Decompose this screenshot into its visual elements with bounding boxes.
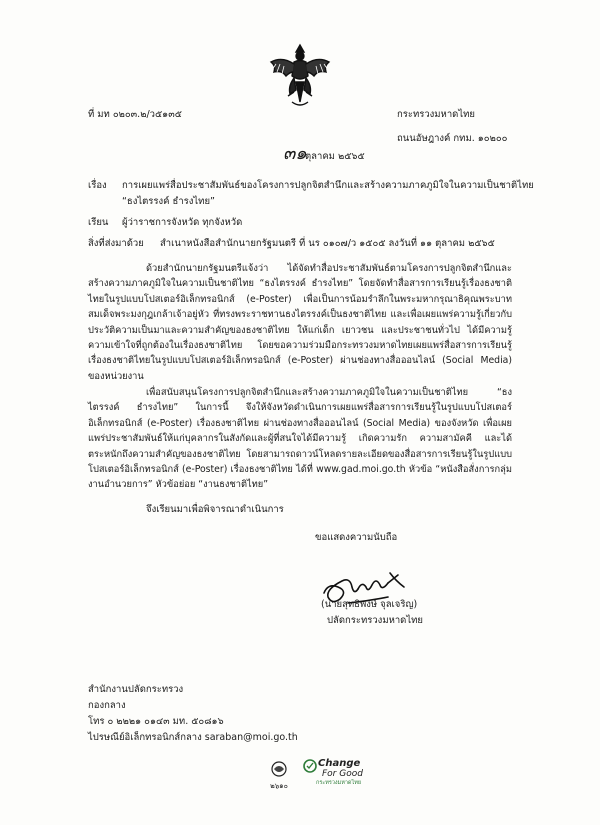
footer-logo-2-line-3: กระทรวงมหาดไทย xyxy=(316,780,362,786)
signer-name: (นายสุทธิพงษ์ จุลเจริญ) xyxy=(321,599,418,610)
date-day: ๓๑ xyxy=(283,143,307,164)
enclosure-label: สิ่งที่ส่งมาด้วย xyxy=(88,238,144,249)
subject-line-2: “ธงไตรรงค์ ธำรงไทย” xyxy=(122,196,215,207)
body-paragraph-3: จึงเรียนมาเพื่อพิจารณาดำเนินการ xyxy=(146,504,284,515)
ministry-address: ถนนอัษฎางค์ กทม. ๑๐๒๐๐ xyxy=(397,133,508,144)
closing-salutation: ขอแสดงความนับถือ xyxy=(315,532,398,543)
document-number: ที่ มท ๐๒๐๓.๒/ว๕๑๓๕ xyxy=(88,109,182,120)
footer-emblem-icon xyxy=(264,760,294,778)
footer-logo-2 xyxy=(302,756,380,792)
date-month-year: ตุลาคม ๒๕๖๕ xyxy=(305,151,365,162)
sender-phone: โทร ๐ ๒๒๒๑ ๐๑๔๓ มท. ๕๐๘๑๖ xyxy=(88,716,224,727)
sender-division: กองกลาง xyxy=(88,700,126,711)
recipient-label: เรียน xyxy=(88,217,109,228)
footer-logo-1 xyxy=(264,760,294,790)
footer-logo-2-line-1: Change xyxy=(318,758,361,769)
change-logo-icon xyxy=(302,758,318,774)
sender-office: สำนักงานปลัดกระทรวง xyxy=(88,684,184,695)
body-paragraph-1: ด้วยสำนักนายกรัฐมนตรีแจ้งว่า ได้จัดทำสื่อประชาสัมพันธ์ตามโครงการปลูกจิตสำนึกและสร้างความภาคภูมิใจในความเป็นชาติไทย “ธงไตรรงค์ ธำรงไทย” โดยจัดทำสื่อสารการเรียนรู้เรื่องธงชาติไทยในรูปแบบโปสเตอร์อิเล็กทรอนิกส์ (e-Poster) เพื่อเป็นการน้อมรำลึกในพระมหากรุณาธิคุณพระบาทสมเด็จพระมงกุฎเกล้าเจ้าอยู่หัว ที่ทรงพระราชทานธงไตรรงค์เป็นธงชาติไทย และเพื่อเผยแพร่ความรู้เกี่ยวกับประวัติความเป็นมาและความสำคัญของธงชาติไทย ให้แก่เด็ก เยาวชน และประชาชนทั่วไป ได้มีความรู้ ความเข้าใจที่ถูกต้องในเรื่องธงชาติไทย โดยขอความร่วมมือกระทรวงมหาดไทยเผยแพร่สื่อสารการเรียนรู้เรื่องธงชาติไทยในรูปแบบโปสเตอร์อิเล็กทรอนิกส์ (e-Poster) ผ่านช่องทางสื่อออนไลน์ (Social Media) ของหน่วยงาน xyxy=(88,263,512,382)
subject-line-1: การเผยแพร่สื่อประชาสัมพันธ์ของโครงการปลูกจิตสำนึกและสร้างความภาคภูมิใจในความเป็นชาติไทย xyxy=(122,180,534,191)
garuda-emblem-icon xyxy=(268,42,332,108)
sender-email: ไปรษณีย์อิเล็กทรอนิกส์กลาง saraban@moi.go.th xyxy=(88,732,298,743)
body-paragraph-2: เพื่อสนับสนุนโครงการปลูกจิตสำนึกและสร้างความภาคภูมิใจในความเป็นชาติไทย “ธงไตรรงค์ ธำรงไทย” ในการนี้ จึงให้จังหวัดดำเนินการเผยแพร่สื่อสารการเรียนรู้ในรูปแบบโปสเตอร์อิเล็กทรอนิกส์ (e-Poster) เรื่องธงชาติไทย ผ่านช่องทางสื่อออนไลน์ (Social Media) ของจังหวัด เพื่อเผยแพร่ประชาสัมพันธ์ให้แก่บุคลากรในสังกัดและผู้ที่สนใจได้มีความรู้ เกิดความรัก ความสามัคคี และได้ตระหนักถึงความสำคัญของธงชาติไทย โดยสามารถดาวน์โหลดรายละเอียดของสื่อสารการเรียนรู้ในรูปแบบโปสเตอร์อิเล็กทรอนิกส์ (e-Poster) เรื่องธงชาติไทย ได้ที่ www.gad.moi.go.th หัวข้อ “หนังสือสั่งการกลุ่มงานอำนวยการ” หัวข้อย่อย “งานธงชาติไทย” xyxy=(88,387,512,491)
footer-logo-1-text: ๒๖๑๐ xyxy=(270,782,288,790)
signer-title: ปลัดกระทรวงมหาดไทย xyxy=(327,615,423,626)
enclosure-value: สำเนาหนังสือสำนักนายกรัฐมนตรี ที่ นร ๐๑๐๗/ว ๑๕๐๕ ลงวันที่ ๑๑ ตุลาคม ๒๕๖๕ xyxy=(160,238,495,249)
recipient-value: ผู้ว่าราชการจังหวัด ทุกจังหวัด xyxy=(122,217,243,228)
ministry-name: กระทรวงมหาดไทย xyxy=(397,109,475,120)
subject-label: เรื่อง xyxy=(88,180,107,191)
footer-logo-2-line-2: For Good xyxy=(322,769,363,779)
